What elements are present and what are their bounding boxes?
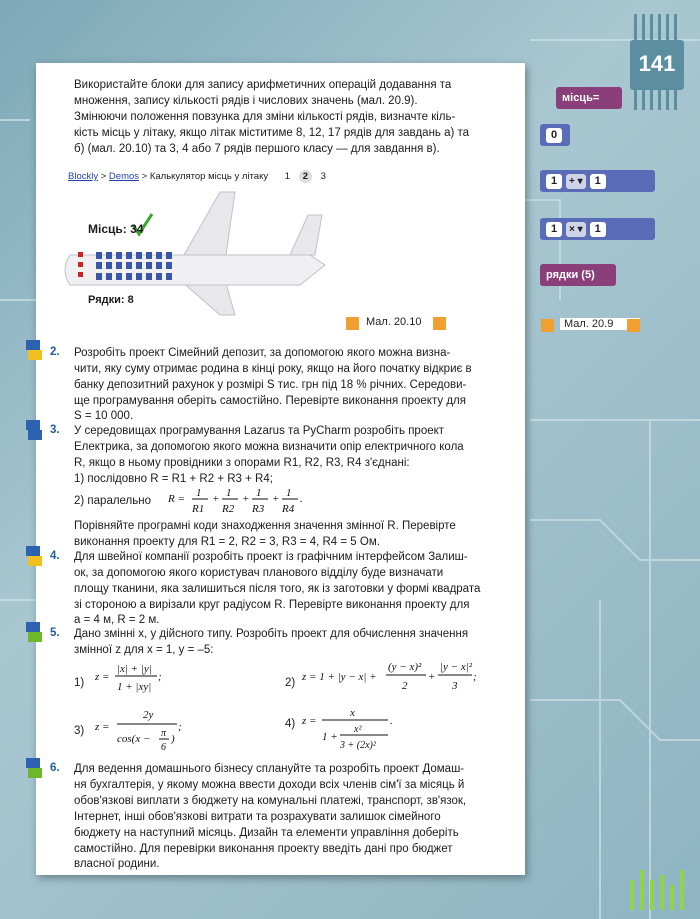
lego-icon-task3 bbox=[24, 418, 44, 444]
task2-line-3: банку депозитний рахунок у розмірі S тис. грн під 18 % річних. Середови- bbox=[74, 379, 467, 391]
task4-line-2: ок, за допомогою якого користувач планового відділу буде визначати bbox=[74, 567, 444, 579]
svg-text:1 +: 1 + bbox=[322, 731, 338, 743]
intro-line-4: кість місць у літаку, якщо літак міститиме 8, 12, 17 рядів для завдань а) та bbox=[74, 127, 470, 139]
block-add-operator: + ▾ bbox=[566, 174, 586, 189]
svg-text:1: 1 bbox=[286, 487, 292, 499]
svg-text:2y: 2y bbox=[143, 709, 154, 721]
task6-line-7: власної родини. bbox=[74, 858, 160, 870]
task2-line-5: S = 10 000. bbox=[74, 410, 134, 422]
formula-2 bbox=[302, 658, 482, 698]
formula-1 bbox=[95, 660, 165, 696]
block-add-left: 1 bbox=[546, 174, 562, 189]
task4-line-4: зі стороною a вирізали круг радіусом R. Перевірте виконання проекту для bbox=[74, 599, 470, 611]
block-mul-left: 1 bbox=[546, 222, 562, 237]
fig9-caption: Мал. 20.9 bbox=[560, 318, 640, 330]
task3-after-1: Порівняйте програмні коди знаходження значення змінної R. Перевірте bbox=[74, 520, 456, 532]
page-tab-1[interactable]: 1 bbox=[284, 171, 291, 182]
formula4-label: 4) bbox=[285, 718, 296, 730]
block-zero bbox=[540, 124, 570, 146]
svg-text:;: ; bbox=[178, 721, 182, 733]
formula2-label: 2) bbox=[285, 677, 296, 689]
task4-number: 4. bbox=[50, 550, 60, 562]
task6-number: 6. bbox=[50, 762, 60, 774]
task3-parallel-formula bbox=[168, 484, 318, 518]
svg-text:.: . bbox=[390, 715, 393, 727]
formula-4 bbox=[302, 704, 402, 754]
task6-line-5: бюджету на наступний місяць. Дизайн та елементи управління доберіть bbox=[74, 827, 459, 839]
svg-text:|x| + |y|: |x| + |y| bbox=[117, 663, 152, 675]
svg-text:.: . bbox=[300, 493, 303, 505]
lego-icon-task6 bbox=[24, 756, 44, 782]
formula1-label: 1) bbox=[74, 677, 85, 689]
task2-line-2: чити, яку суму отримає родина в кінці року, якщо на його початку відкриє в bbox=[74, 363, 472, 375]
svg-text:z = 1 + |y − x| +: z = 1 + |y − x| + bbox=[302, 671, 377, 683]
svg-text:+: + bbox=[242, 493, 250, 505]
task4-line-1: Для швейної компанії розробіть проект із графічним інтерфейсом Залиш- bbox=[74, 551, 468, 563]
fig10-marker bbox=[346, 317, 359, 330]
task5-line-1: Дано змінні x, y дійсного типу. Розробіть проект для обчислення значення bbox=[74, 628, 469, 640]
svg-text:R3: R3 bbox=[252, 503, 265, 515]
task2-line-4: ще програмування оберіть самостійно. Перевірте виконання проекту для bbox=[74, 395, 466, 407]
task5-line-2: змінної z для x = 1, y = –5: bbox=[74, 644, 214, 656]
svg-text:z =: z = bbox=[95, 721, 110, 733]
task3-line-4: 1) послідовно R = R1 + R2 + R3 + R4; bbox=[74, 473, 273, 485]
block-seats-label: місць= bbox=[562, 92, 600, 104]
task3-line-2: Електрика, за допомогою якого можна визначити опір електричного кола bbox=[74, 441, 464, 453]
task2-line-1: Розробіть проект Сімейний депозит, за допомогою якого можна визна- bbox=[74, 347, 451, 359]
page-number: 141 bbox=[638, 51, 676, 76]
task6-line-6: самостійно. Для перевірки виконання проекту введіть дані про бюджет bbox=[74, 843, 453, 855]
svg-text:3: 3 bbox=[452, 680, 458, 692]
svg-text:+: + bbox=[428, 671, 436, 683]
task3-number: 3. bbox=[50, 424, 60, 436]
svg-text:x²: x² bbox=[354, 724, 362, 735]
fig9-marker-right bbox=[627, 319, 640, 332]
task6-line-1: Для ведення домашнього бізнесу сплануйте та розробіть проект Домаш- bbox=[74, 763, 465, 775]
svg-text:|y − x|²: |y − x|² bbox=[440, 661, 473, 673]
svg-text:): ) bbox=[171, 733, 175, 745]
breadcrumb-blockly[interactable]: Blockly bbox=[68, 171, 99, 182]
svg-text:;: ; bbox=[473, 671, 477, 683]
block-mul-right: 1 bbox=[590, 222, 606, 237]
task6-line-3: обов'язкові виплати з бюджету на комунальні платежі, транспорт, зв'язок, bbox=[74, 795, 467, 807]
task3-parallel-label: 2) паралельно bbox=[74, 495, 152, 507]
lego-icon-task4 bbox=[24, 544, 44, 570]
breadcrumb bbox=[68, 169, 326, 185]
block-seats-var bbox=[556, 87, 622, 109]
intro-line-1: Використайте блоки для запису арифметичних операцій додавання та bbox=[74, 79, 452, 91]
block-add bbox=[540, 170, 655, 192]
svg-text:+: + bbox=[212, 493, 220, 505]
svg-text:1 + |xy|: 1 + |xy| bbox=[117, 681, 152, 693]
svg-text:π: π bbox=[161, 728, 167, 739]
breadcrumb-demos[interactable]: Demos bbox=[108, 171, 140, 182]
block-mul-operator: × ▾ bbox=[566, 222, 586, 237]
svg-text:z =: z = bbox=[95, 671, 110, 683]
svg-text:2: 2 bbox=[402, 680, 408, 692]
svg-text:;: ; bbox=[158, 671, 162, 683]
svg-text:+: + bbox=[272, 493, 280, 505]
block-zero-value: 0 bbox=[546, 128, 562, 143]
seats-label: Місць: 34 bbox=[88, 222, 144, 236]
fig10-marker-right bbox=[433, 317, 446, 330]
svg-text:(y − x)²: (y − x)² bbox=[388, 661, 422, 673]
svg-text:1: 1 bbox=[196, 487, 202, 499]
task2-number: 2. bbox=[50, 346, 60, 358]
task5-number: 5. bbox=[50, 627, 60, 639]
task4-line-5: a = 4 м, R = 2 м. bbox=[74, 614, 160, 626]
task3-line-1: У середовищах програмування Lazarus та PyCharm розробіть проект bbox=[74, 425, 445, 437]
svg-text:z =: z = bbox=[302, 715, 317, 727]
block-rows bbox=[540, 264, 616, 286]
page-tab-2[interactable]: 2 bbox=[299, 170, 312, 183]
task6-line-4: Інтернет, інші обов'язкові витрати та розрахувати залишок сімейного bbox=[74, 811, 441, 823]
formula-3 bbox=[95, 704, 185, 754]
block-add-right: 1 bbox=[590, 174, 606, 189]
intro-line-5: б) (мал. 20.10) та 3, 4 або 7 рядів першого класу — для завдання в). bbox=[74, 143, 440, 155]
svg-text:1: 1 bbox=[256, 487, 262, 499]
page-tab-3[interactable]: 3 bbox=[320, 171, 326, 182]
svg-text:6: 6 bbox=[161, 742, 166, 753]
lego-icon-task5 bbox=[24, 620, 44, 646]
svg-text:R2: R2 bbox=[222, 503, 235, 515]
task3-after-2: виконання проекту для R1 = 2, R2 = 3, R3 = 4, R4 = 5 Ом. bbox=[74, 536, 380, 548]
block-rows-label: рядки (5) bbox=[546, 269, 595, 281]
task6-line-2: ня бухгалтерія, у якому можна ввести доходи всіх членів сім'ї за місяць й bbox=[74, 779, 465, 791]
fig9-marker bbox=[541, 319, 554, 332]
breadcrumb-sep: > bbox=[98, 171, 109, 182]
formula3-label: 3) bbox=[74, 725, 85, 737]
svg-text:R =: R = bbox=[168, 493, 185, 505]
svg-text:R4: R4 bbox=[282, 503, 295, 515]
fig10-caption: Мал. 20.10 bbox=[366, 316, 422, 328]
task4-line-3: площу тканини, яка залишиться після того, як із заготовки у формі квадрата bbox=[74, 583, 481, 595]
svg-text:1: 1 bbox=[226, 487, 232, 499]
rows-label: Рядки: 8 bbox=[88, 294, 134, 306]
breadcrumb-current: > Калькулятор місць у літаку bbox=[139, 171, 269, 182]
svg-text:3 + (2x)²: 3 + (2x)² bbox=[340, 740, 376, 751]
block-multiply bbox=[540, 218, 655, 240]
svg-text:x: x bbox=[350, 707, 355, 719]
task3-line-3: R, якщо в ньому провідники з опорами R1, R2, R3, R4 з'єднані: bbox=[74, 457, 410, 469]
intro-line-3: Змінюючи положення повзунка для зміни кількості рядів, визначте кіль- bbox=[74, 111, 456, 123]
svg-text:R1: R1 bbox=[192, 503, 205, 515]
svg-text:cos(x −: cos(x − bbox=[117, 733, 151, 745]
lego-icon-task2 bbox=[24, 338, 44, 364]
intro-line-2: множення, запису кількості рядів і числових значень (мал. 20.9). bbox=[74, 95, 418, 107]
